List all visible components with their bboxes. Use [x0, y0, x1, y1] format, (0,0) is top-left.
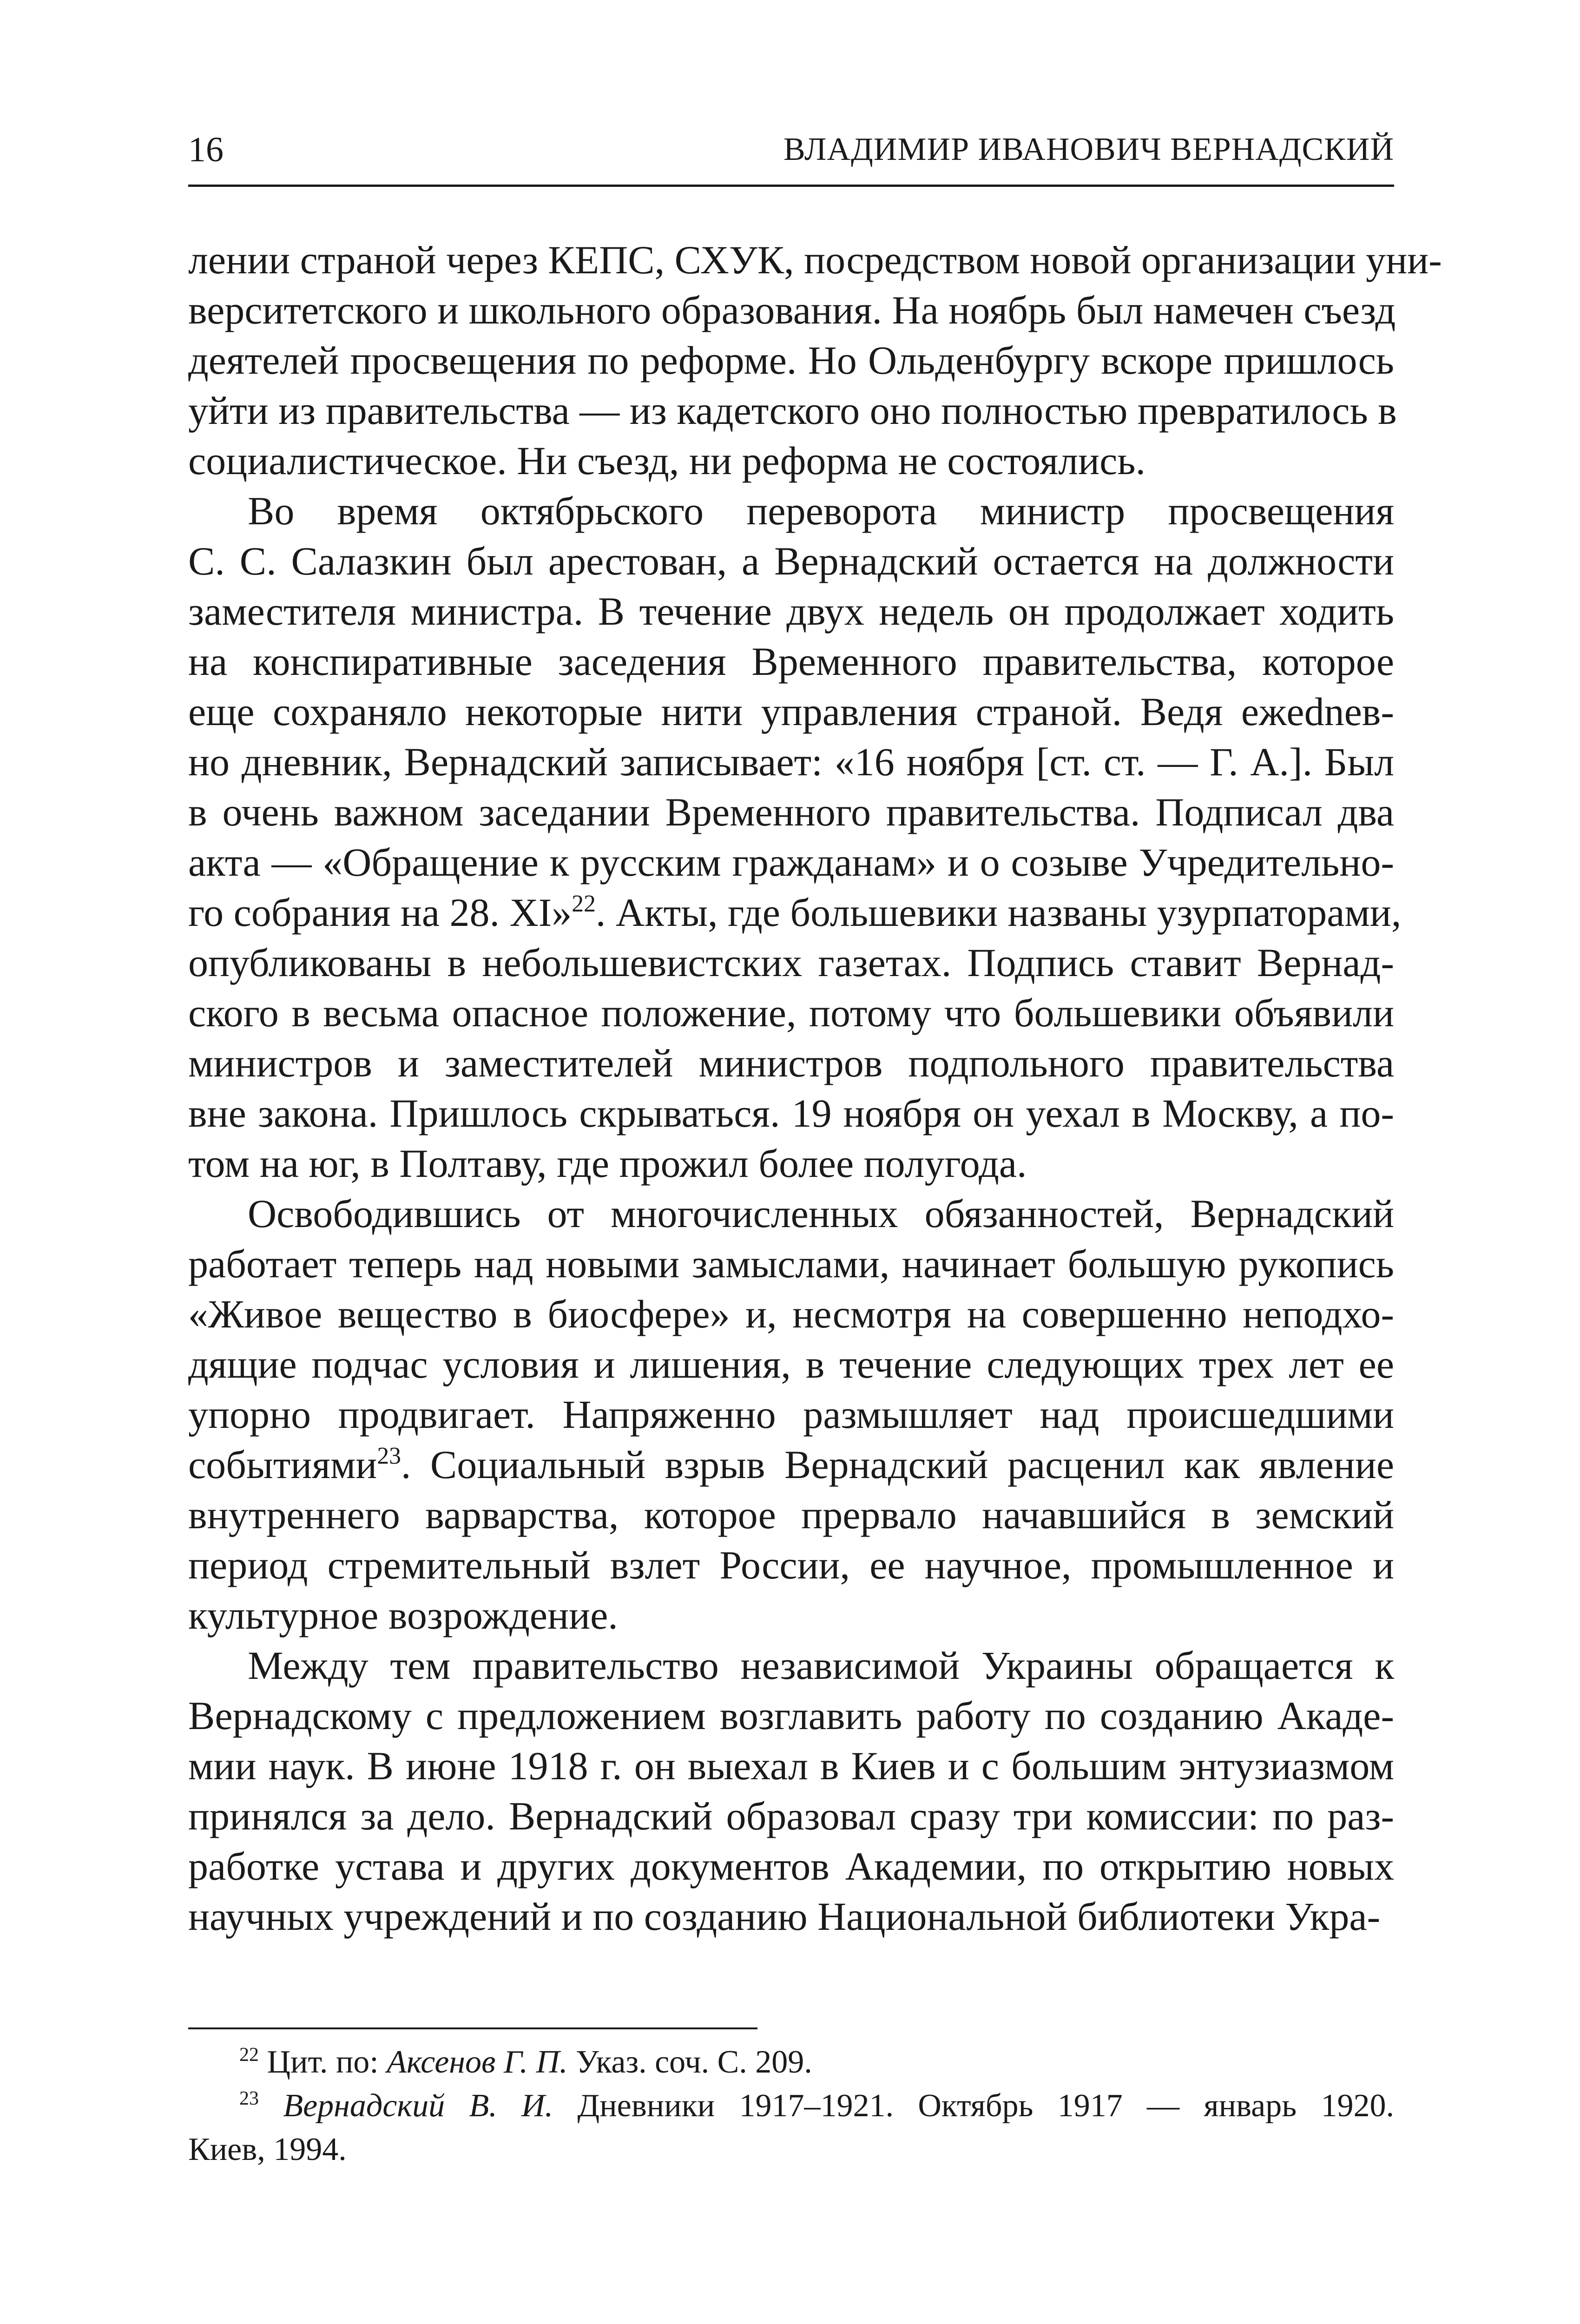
footnote-rule	[188, 2027, 757, 2029]
text-line: мии наук. В июне 1918 г. он выехал в Киев и с большим энтузиазмом	[188, 1743, 1394, 1788]
text-line: ского в весьма опасное положение, потому что большевики объявили	[188, 990, 1394, 1035]
text-line: «Живое вещество в биосфере» и, несмотря на совершенно неподхо-	[188, 1292, 1394, 1336]
paragraph	[188, 1188, 1394, 1640]
text-line: событиями$^{23}$. Социальный взрыв Вернадский расценил как явление	[188, 1442, 1394, 1487]
running-title: ВЛАДИМИР ИВАНОВИЧ ВЕРНАДСКИЙ	[783, 132, 1394, 167]
text-line: научных учреждений и по созданию Национальной библиотеки Укра-	[188, 1894, 1381, 1939]
text-line: лении страной через КЕПС, СХУК, посредством новой организации уни-	[188, 238, 1442, 282]
text-line: дящие подчас условия и лишения, в течение следующих трех лет ее	[188, 1342, 1394, 1386]
footnote: $^{23}$ Вернадский В. И. Дневники 1917–1921. Октябрь 1917 — январь 1920.	[239, 2087, 1395, 2124]
text-line: деятелей просвещения по реформе. Но Ольденбургу вскоре пришлось	[188, 338, 1394, 383]
text-line: Между тем правительство независимой Украины обращается к	[248, 1643, 1394, 1688]
text-line: акта — «Обращение к русским гражданам» и о созыве Учредительно-	[188, 840, 1394, 885]
footnote-marker: 23	[377, 1443, 401, 1470]
paragraph	[188, 1640, 1394, 1941]
footnote-number: 22	[239, 2044, 259, 2066]
text-line: вне закона. Пришлось скрываться. 19 ноября он уехал в Москву, а по-	[188, 1091, 1394, 1136]
text-line: работке устава и других документов Академии, по открытию новых	[188, 1844, 1394, 1888]
text-line: Освободившись от многочисленных обязанностей, Вернадский	[248, 1191, 1394, 1236]
text-line: уйти из правительства — из кадетского оно полностью превратилось в	[188, 388, 1397, 433]
text-line: го собрания на 28. XI»$^{22}$. Акты, где большевики названы узурпаторами,	[188, 890, 1402, 935]
body-text	[188, 235, 1442, 1941]
text-line: Во время октябрьского переворота министр просвещения	[248, 489, 1394, 533]
text-line: работает теперь над новыми замыслами, начинает большую рукопись	[188, 1241, 1394, 1286]
footnote-number: 23	[239, 2087, 259, 2109]
text-line: социалистическое. Ни съезд, ни реформа не состоялись.	[188, 438, 1146, 483]
text-line: верситетского и школьного образования. На ноябрь был намечен съезд	[188, 288, 1396, 332]
text-line: том на юг, в Полтаву, где прожил более полугода.	[188, 1141, 1027, 1186]
text-line: еще сохраняло некоторые нити управления страной. Ведя ежednев-	[188, 689, 1394, 734]
text-line: министров и заместителей министров подпольного правительства	[188, 1041, 1394, 1085]
paragraph	[188, 235, 1442, 486]
footnote-continuation: Киев, 1994.	[188, 2132, 347, 2167]
text-line: культурное возрождение.	[188, 1593, 618, 1637]
text-line: Вернадскому с предложением возглавить работу по созданию Акаде-	[188, 1693, 1394, 1738]
text-line: С. С. Салазкин был арестован, а Вернадский остается на должности	[188, 539, 1394, 583]
text-line: опубликованы в небольшевистских газетах. Подпись ставит Вернад-	[188, 940, 1394, 985]
footnote-author: Вернадский В. И.	[283, 2088, 553, 2124]
text-line: на конспиративные заседения Временного правительства, которое	[188, 639, 1394, 684]
text-line: заместителя министра. В течение двух недель он продолжает ходить	[188, 589, 1394, 634]
text-line: но дневник, Вернадский записывает: «16 ноября [ст. ст. — Г. А.]. Был	[188, 739, 1394, 784]
text-line: упорно продвигает. Напряженно размышляет над происшедшими	[188, 1392, 1394, 1437]
paragraph	[188, 486, 1402, 1188]
text-line: внутреннего варварства, которое прервало начавшийся в земский	[188, 1492, 1394, 1537]
page-number: 16	[188, 130, 224, 169]
text-line: принялся за дело. Вернадский образовал сразу три комиссии: по раз-	[188, 1794, 1394, 1838]
footnote-author: Аксенов Г. П.	[387, 2044, 568, 2080]
footnote-marker: 22	[572, 891, 596, 918]
text-line: период стремительный взлет России, ее научное, промышленное и	[188, 1543, 1394, 1587]
text-line: в очень важном заседании Временного правительства. Подписал два	[188, 790, 1394, 834]
header-rule	[188, 185, 1394, 187]
footnotes	[188, 2040, 1394, 2172]
footnote: $^{22}$ Цит. по: Аксенов Г. П. Указ. соч. С. 209.	[239, 2044, 812, 2080]
